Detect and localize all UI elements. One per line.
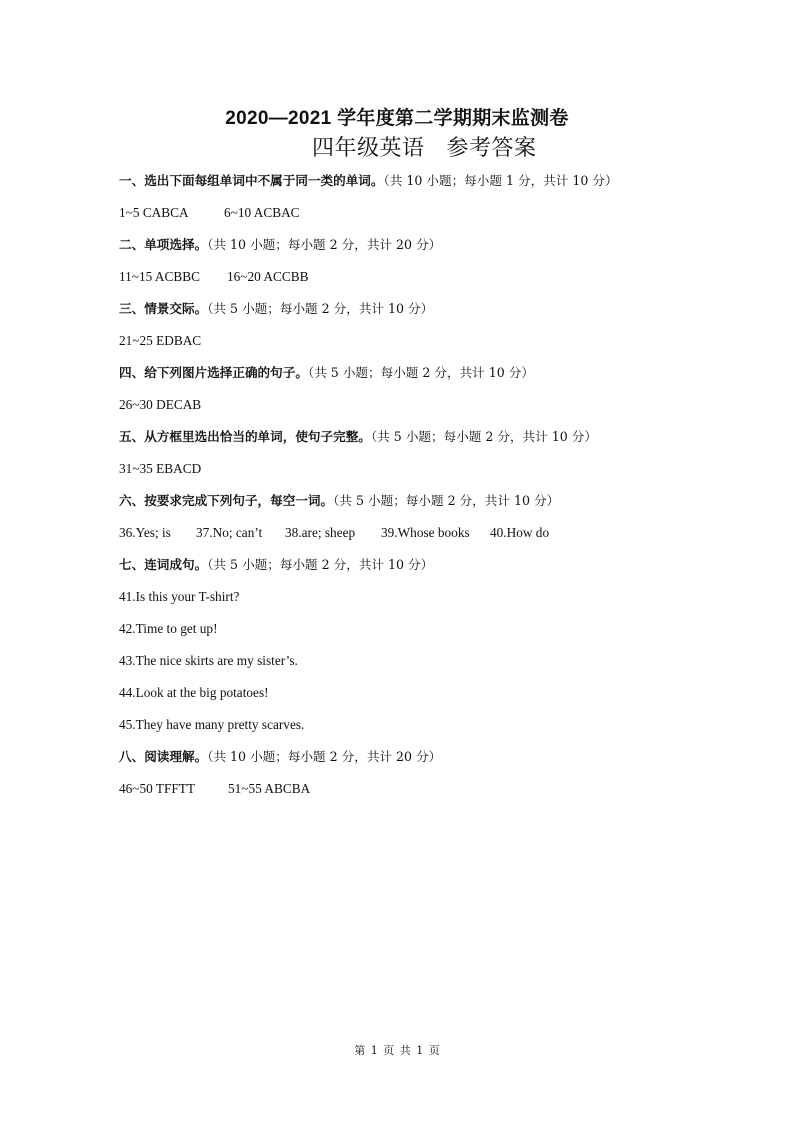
- section-score: （共 10 小题；每小题 1 分，共计 10 分）: [383, 173, 618, 188]
- answer-group: 26~30 DECAB: [119, 397, 202, 412]
- answer-group: 31~35 EBACD: [119, 461, 202, 476]
- section-score: （共 5 小题；每小题 2 分，共计 10 分）: [207, 301, 434, 316]
- section-heading-text: 三、情景交际。: [119, 301, 208, 316]
- section-heading-text: 四、给下列图片选择正确的句子。: [119, 365, 308, 380]
- section-score: （共 10 小题；每小题 2 分，共计 20 分）: [207, 237, 442, 252]
- answer-item: 37.No; can’t: [196, 525, 263, 540]
- section-8-answers: [119, 780, 310, 798]
- section-2-heading: [119, 236, 441, 254]
- answer-item: 39.Whose books: [381, 525, 470, 540]
- answer-group: 16~20 ACCBB: [227, 269, 309, 284]
- sentence-answer: 41.Is this your T-shirt?: [119, 589, 240, 604]
- section-heading-text: 七、连词成句。: [119, 557, 208, 572]
- section-1-heading: [119, 172, 618, 190]
- sentence-answer: 44.Look at the big potatoes!: [119, 685, 269, 700]
- section-1-answers: [119, 204, 300, 222]
- section-5-answers: [119, 460, 201, 478]
- section-3-answers: [119, 332, 201, 350]
- answer-group: 46~50 TFFTT: [119, 781, 196, 796]
- answer-group: 6~10 ACBAC: [224, 205, 300, 220]
- sentence-answer: 45.They have many pretty scarves.: [119, 717, 305, 732]
- answer-item: 40.How do: [490, 525, 550, 540]
- subtitle-answer-key: 参考答案: [446, 136, 537, 161]
- section-5-heading: [119, 428, 597, 446]
- answer-group: 51~55 ABCBA: [228, 781, 311, 796]
- section-heading-text: 五、从方框里选出恰当的单词，使句子完整。: [119, 429, 371, 444]
- sentence-answer: 43.The nice skirts are my sister’s.: [119, 653, 298, 668]
- section-4-heading: [119, 364, 534, 382]
- exam-subtitle: [312, 131, 537, 162]
- section-heading-text: 二、单项选择。: [119, 237, 208, 252]
- section-6-heading: [119, 492, 559, 510]
- section-score: （共 5 小题；每小题 2 分，共计 10 分）: [207, 557, 434, 572]
- subtitle-grade-subject: 四年级英语: [312, 136, 425, 161]
- answer-group: 1~5 CABCA: [119, 205, 189, 220]
- section-heading-text: 八、阅读理解。: [119, 749, 208, 764]
- section-7-heading: [119, 556, 433, 574]
- section-3-heading: [119, 300, 433, 318]
- page-number-footer: 第 1 页 共 1 页: [354, 1044, 440, 1057]
- section-score: （共 5 小题；每小题 2 分，共计 10 分）: [370, 429, 597, 444]
- section-score: （共 5 小题；每小题 2 分，共计 10 分）: [307, 365, 534, 380]
- section-heading-text: 一、选出下面每组单词中不属于同一类的单词。: [119, 173, 384, 188]
- answer-item: 36.Yes; is: [119, 525, 171, 540]
- section-score: （共 5 小题；每小题 2 分，共计 10 分）: [333, 493, 560, 508]
- exam-title: 2020—2021 学年度第二学期期末监测卷: [225, 108, 569, 129]
- sentence-answer: 42.Time to get up!: [119, 621, 218, 636]
- section-8-heading: [119, 748, 441, 766]
- section-4-answers: [119, 396, 201, 414]
- section-2-answers: [119, 268, 308, 286]
- section-score: （共 10 小题；每小题 2 分，共计 20 分）: [207, 749, 442, 764]
- answer-group: 11~15 ACBBC: [119, 269, 200, 284]
- answer-item: 38.are; sheep: [285, 525, 356, 540]
- answer-group: 21~25 EDBAC: [119, 333, 202, 348]
- section-heading-text: 六、按要求完成下列句子，每空一词。: [119, 493, 334, 508]
- section-6-answers: [119, 524, 549, 542]
